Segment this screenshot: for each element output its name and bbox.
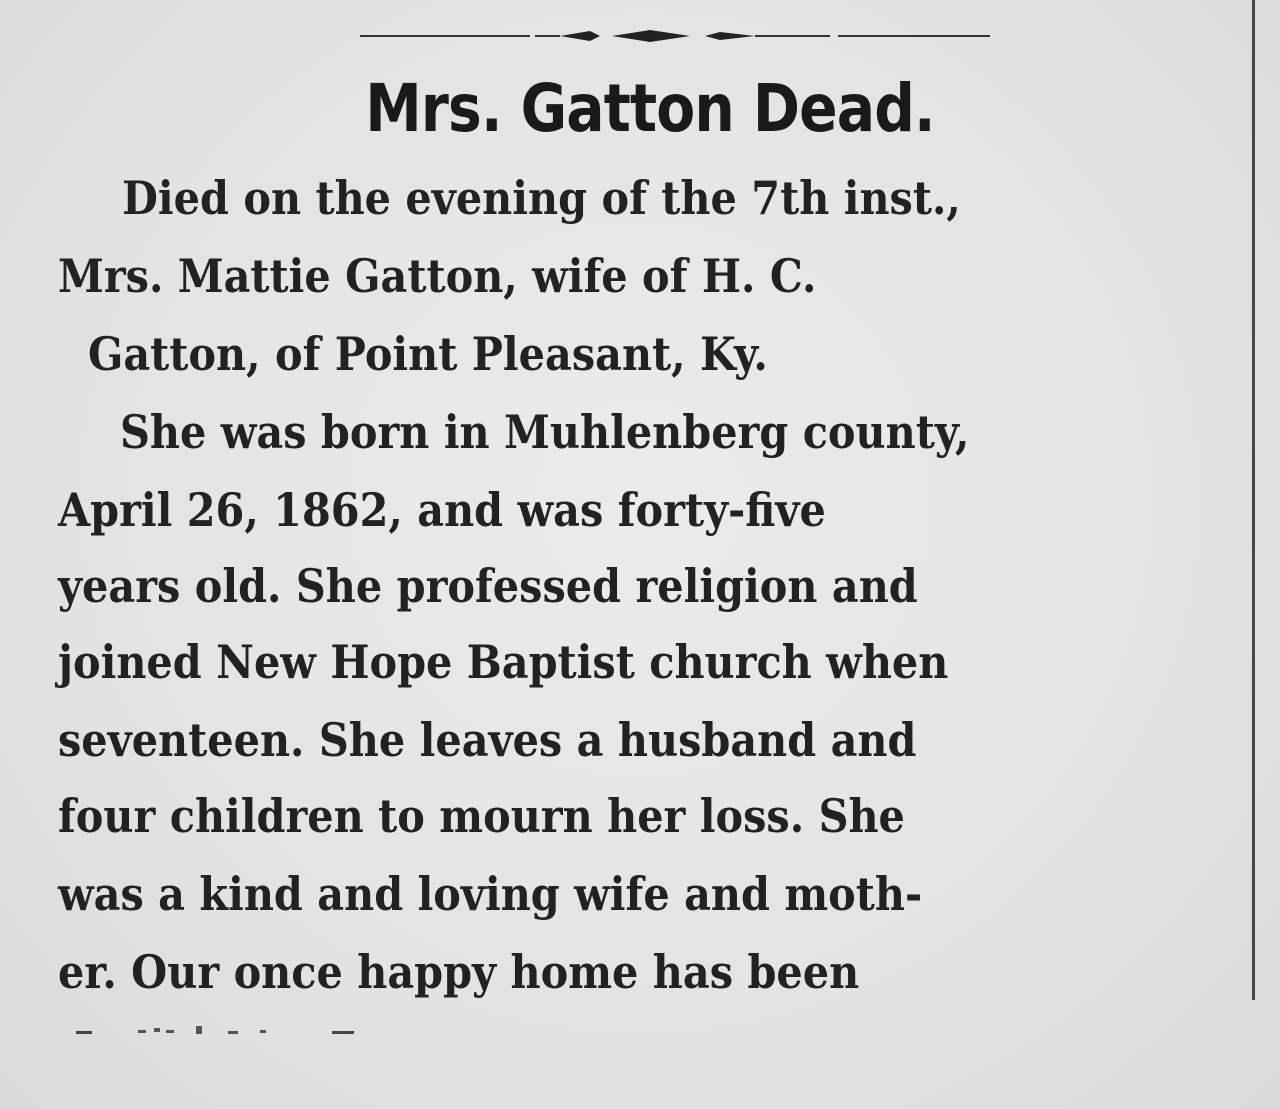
column-rule — [1252, 0, 1255, 1000]
cut-off-text-fragment — [62, 1018, 372, 1038]
body-line: years old. She professed religion and — [58, 559, 918, 613]
article-headline: Mrs. Gatton Dead. — [365, 70, 935, 147]
body-line: four children to mourn her loss. She — [58, 789, 905, 843]
body-line: Died on the evening of the 7th inst., — [122, 171, 961, 225]
body-line: April 26, 1862, and was forty-five — [58, 483, 826, 537]
body-line: seventeen. She leaves a husband and — [58, 713, 917, 767]
ornamental-divider — [360, 26, 990, 46]
body-line: joined New Hope Baptist church when — [58, 635, 949, 689]
body-line: was a kind and loving wife and moth- — [58, 867, 923, 921]
body-line: She was born in Muhlenberg county, — [120, 405, 970, 459]
body-line: Gatton, of Point Pleasant, Ky. — [88, 327, 768, 381]
body-line: Mrs. Mattie Gatton, wife of H. C. — [58, 249, 817, 303]
body-line: er. Our once happy home has been — [58, 945, 860, 999]
